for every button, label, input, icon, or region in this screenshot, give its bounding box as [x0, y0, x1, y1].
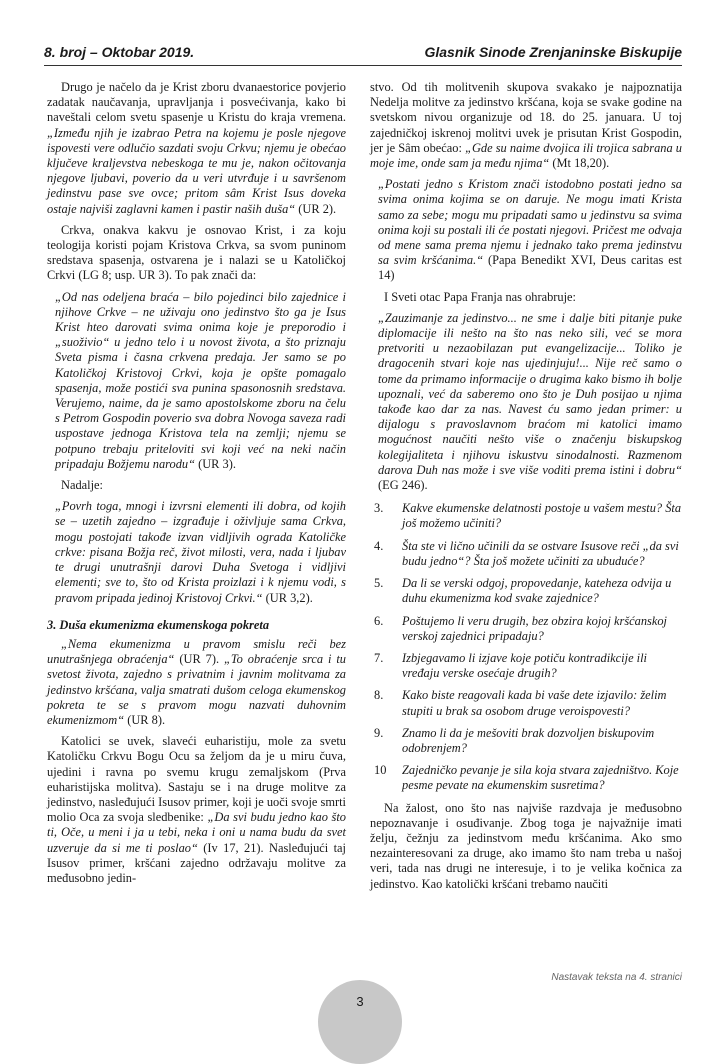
list-item: 8. Kako biste reagovali kada bi vaše dete izjavilo: želim stupiti u brak sa osobom druge veroispovesti? [374, 688, 667, 718]
header-rule [44, 65, 682, 66]
left-column [47, 80, 346, 892]
list-item: 4. Šta ste vi lično učinili da se ostvare Isusove reči „da svi budu jedno“? Šta još možete učiniti za ubuduće? [374, 538, 679, 568]
issue-label: 8. broj – Oktobar 2019. [44, 44, 195, 60]
list-item: 3. Kakve ekumenske delatnosti postoje u vašem mestu? Šta još možemo učiniti? [374, 501, 682, 531]
list-item: 5. Da li se verski odgoj, propovedanje, kateheza odvija u duhu ekumenizma kod svake zajednice? [374, 576, 672, 606]
paragraph: Crkva, onakva kakvu je osnovao Krist, i za koju teologija koristi pojam Kristova Crkva, sa svom puninom sredstava spasenja, ostvarena je i nalazi se u Katoličkoj Crkvi (LG 8; usp. UR 3). To pak znači da: [47, 222, 346, 283]
list-item: 9. Znamo li da je mešoviti brak dozvoljen biskupovim odobrenjem? [374, 725, 655, 755]
paragraph: I Sveti otac Papa Franja nas ohrabruje: [384, 289, 576, 304]
publication-title: Glasnik Sinode Zrenjaninske Biskupije [424, 44, 682, 60]
paragraph: Katolici se uvek, slaveći euharistiju, mole za svetu Katoličku Crkvu Bogu Ocu sa željom da je u miru čuva, ujedini i ravna po svemu krugu zemaljskom (Prva euharistijska molitva). Sastaju se i na druge molitve za jedinstvo, nasleđujući Isusov primer, koji je uoči svoje smrti molio Oca za svoja sledbenike: „Da svi budu jedno kao što ti, Oče, u meni i ja u tebi, neka i oni u nama budu da svet uzveruje da si me ti poslao“ (Iv 17, 21). Nasleđujući taj Isusov primer, kršćani zajedno održavaju molitve za međusobno jedin- [47, 734, 347, 885]
quote: „Postati jedno s Kristom znači istodobno postati jedno sa svima onima kojima se on daruje. Ne mogu imati Krista samo za sebe; mogu mu pripadati samo u jedinstvu sa svima onima koji su postali ili će postati njegovi. Pričest me odvaja od mene sama prema njemu i jednako tako prema jedinstvu sa svim kršćanima.“ (Papa Benedikt XVI, Deus caritas est 14) [378, 177, 682, 283]
page-header [44, 44, 682, 64]
paragraph: Nadalje: [61, 478, 103, 493]
quote: „Povrh toga, mnogi i izvrsni elementi ili dobra, od kojih se – uzetih zajedno – izgrađuje i oživljuje sama Crkva, mogu postojati takođe izvan vidljivih ograda Katoličke crkve: pisana Božja reč, život milosti, vera, nada i ljubav te drugi unutrašnji darovi Duha Svetoga i vidljivi elementi; sve to, što od Krista proizlazi i k njemu vodi, s pravom pripada jedinoj Kristovoj Crkvi.“ (UR 3,2). [55, 499, 346, 605]
continued-note: Nastavak teksta na 4. stranici [551, 972, 682, 983]
page-number-badge [318, 980, 402, 1064]
paragraph: „Nema ekumenizma u pravom smislu reči bez unutrašnjega obraćenja“ (UR 7). „To obraćenje srca i tu svetost života, zajedno s privatnim i javnim molitvama za jedinstvo kršćana, valja smatrati dušom celoga ekumenskog pokreta te se s pravom mogu nazvati duhovnim ekumenizmom“ (UR 8). [47, 636, 347, 727]
list-item: 7. Izbjegavamo li izjave koje potiču kontradikcije ili vređaju verske osećaje drugih? [374, 650, 647, 681]
paragraph: Drugo je načelo da je Krist zboru dvanaestorice povjerio zadatak naučavanja, upravljanja i posvećivanja, kako bi naveštali celom svetu spasenje u Kristu do kraja vremena. „Između njih je izabrao Petra na kojemu je posle njegove ispovesti vere odlučio sazdati svoju Crkvu; njemu je obećao ključeve kraljevstva nebeskoga te mu je, nakon očitovanja njegove ljubavi, poverio da u veri utvrđuje i u savršenom jedinstvu pase sve ovce; pritom sâm Krist Isus doveka ostaje najviši zaglavni kamen i pastir naših duša“ (UR 2). [47, 80, 346, 216]
page-number: 3 [356, 994, 364, 1009]
paragraph: Na žalost, ono što nas najviše razdvaja je međusobno nepoznavanje i osuđivanje. Zbog toga je najvažnije imati želju, čežnju za jedinstvom među kršćanima. Ako smo nezainteresovani za druge, ako imamo što nam treba u našoj veri, tada nas drugi ne interesuje, i to je velika kočnica za jedinstvo. Kao katolički kršćani trebamo naučiti [370, 800, 682, 891]
list-item: 6. Poštujemo li veru drugih, bez obzira kojoj kršćanskoj verskoj zajednici pripadaju? [374, 613, 667, 643]
question-list [374, 501, 682, 793]
right-column [370, 80, 682, 898]
quote: „Zauzimanje za jedinstvo... ne sme i dalje biti pitanje puke diplomacije ili nešto na što nas neko sili, već se mora pretvoriti u nezaobilazan put evangelizacije... Toliko je dragocenih stvari koje nas ujedinjuju!... Nije reč samo o tome da primamo informacije o drugima kako bismo ih bolje upoznali, već da saberemo ono što je Duh posijao u njima takođe kao dar za nas. Navest ću samo jedan primer: u dijalogu s pravoslavnom braćom mi katolici imamo mogućnost naučiti nešto više o značenju biskupskog kolegijaliteta i njihovu iskustvu sinodalnosti. Razmenom darova Duh nas može i sve više voditi prema istini i dobru“ (EG 246). [378, 310, 682, 493]
section-heading: 3. Duša ekumenizma ekumenskoga pokreta [47, 617, 270, 632]
list-item: 10 Zajedničko pevanje je sila koja stvara zajedništvo. Koje pesme pevate na ekumenskim susretima? [374, 763, 679, 793]
quote: „Od nas odeljena braća – bilo pojedinci bilo zajednice i njihove Crkve – ne uživaju ono jedinstvo što ga je Isus Krist hteo darovati svima onima koje je preporodio i „suoživio“ u jedno telo i u novost života, a što priznaju Sveta pisma i časna crkvena predaja. Jer samo se po Katoličkoj Kristovoj Crkvi, koja je opšte pomagalo spasenja, može postići sva punina spasonosnih sredstava. Verujemo, naime, da je samo apostolskome zboru na čelu s Petrom Gospodin poverio sva dobra Novoga saveza radi uspostave jednoga Kristova tela na zemlji; njemu se potpuno trebaju priteloviti svi koji već na neki način pripadaju Božjemu narodu“ (UR 3). [55, 289, 346, 471]
paragraph: stvo. Od tih molitvenih skupova svakako je najpoznatija Nedelja molitve za jedinstvo kršćana, koja se svake godine na svetskom nivou organizuje od 18. do 25. januara. U toj zajedničkoj iskrenoj molitvi uvek je prisutan Krist Gospodin, jer je Sâm obećao: „Gde su naime dvojica ili trojica sabrana u moje ime, onde sam ja među njima“ (Mt 18,20). [370, 80, 682, 171]
